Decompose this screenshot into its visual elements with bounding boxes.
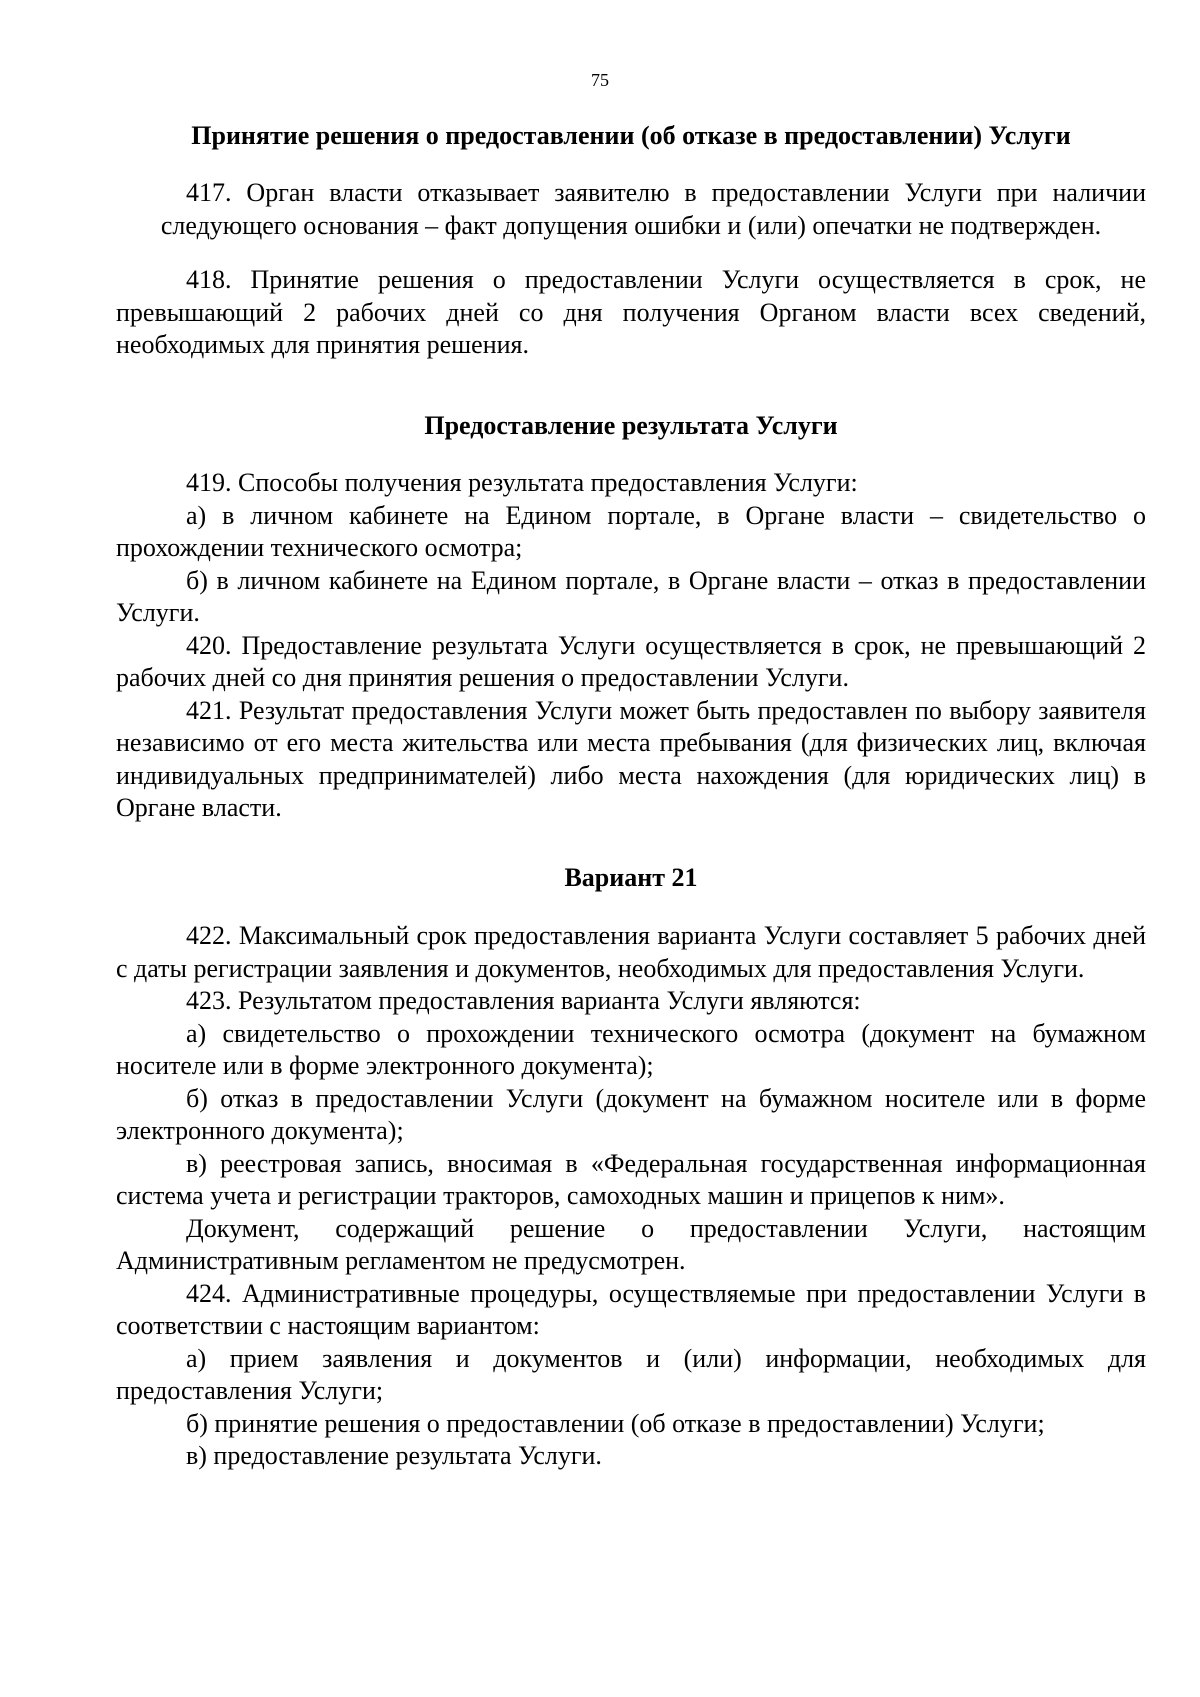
page-number: 75 [591, 70, 609, 90]
paragraph-419-b: б) в личном кабинете на Едином портале, в Органе власти – отказ в предоставлении Услуги. [116, 565, 1146, 627]
paragraph-423: 423. Результатом предоставления варианта Услуги являются: [186, 986, 861, 1015]
paragraph-block-419-421 [116, 467, 1146, 825]
paragraph-block-418 [116, 264, 1146, 362]
paragraph-421: 421. Результат предоставления Услуги может быть предоставлен по выбору заявителя независимо от его места жительства или места пребывания (для физических лиц, включая индивидуальных предпринимателей) либо места нахождения (для юридических лиц) в Органе власти. [116, 695, 1146, 822]
paragraph-419: 419. Способы получения результата предоставления Услуги: [186, 468, 858, 497]
paragraph-block-422-424 [116, 920, 1146, 1473]
paragraph-418: 418. Принятие решения о предоставлении Услуги осуществляется в срок, не превышающий 2 рабочих дней со дня получения Органом власти всех сведений, необходимых для принятия решения. [116, 265, 1146, 359]
paragraph-424-c: в) предоставление результата Услуги. [186, 1441, 602, 1470]
paragraph-424: 424. Административные процедуры, осуществляемые при предоставлении Услуги в соответствии с настоящим вариантом: [116, 1278, 1146, 1340]
section-heading-result: Предоставление результата Услуги [424, 411, 838, 440]
section-heading-variant-21: Вариант 21 [564, 863, 698, 892]
paragraph-423-a: а) свидетельство о прохождении технического осмотра (документ на бумажном носителе или в форме электронного документа); [116, 1018, 1146, 1080]
paragraph-423-d: Документ, содержащий решение о предоставлении Услуги, настоящим Административным регламентом не предусмотрен. [116, 1213, 1146, 1275]
paragraph-424-a: а) прием заявления и документов и (или) информации, необходимых для предоставления Услуги; [116, 1343, 1146, 1405]
paragraph-417: 417. Орган власти отказывает заявителю в предоставлении Услуги при наличии следующего основания – факт допущения ошибки и (или) опечатки не подтвержден. [160, 178, 1146, 240]
paragraph-423-b: б) отказ в предоставлении Услуги (документ на бумажном носителе или в форме электронного документа); [116, 1083, 1146, 1145]
paragraph-422: 422. Максимальный срок предоставления варианта Услуги составляет 5 рабочих дней с даты регистрации заявления и документов, необходимых для предоставления Услуги. [116, 921, 1146, 983]
paragraph-423-c: в) реестровая запись, вносимая в «Федеральная государственная информационная система учета и регистрации тракторов, самоходных машин и прицепов к ним». [116, 1148, 1146, 1210]
section-heading-decision: Принятие решения о предоставлении (об отказе в предоставлении) Услуги [191, 121, 1071, 150]
paragraph-block-417 [116, 177, 1146, 242]
paragraph-424-b: б) принятие решения о предоставлении (об отказе в предоставлении) Услуги; [186, 1408, 1045, 1438]
paragraph-420: 420. Предоставление результата Услуги осуществляется в срок, не превышающий 2 рабочих дней со дня принятия решения о предоставлении Услуги. [116, 630, 1146, 692]
paragraph-419-a: а) в личном кабинете на Едином портале, в Органе власти – свидетельство о прохождении технического осмотра; [116, 500, 1146, 562]
